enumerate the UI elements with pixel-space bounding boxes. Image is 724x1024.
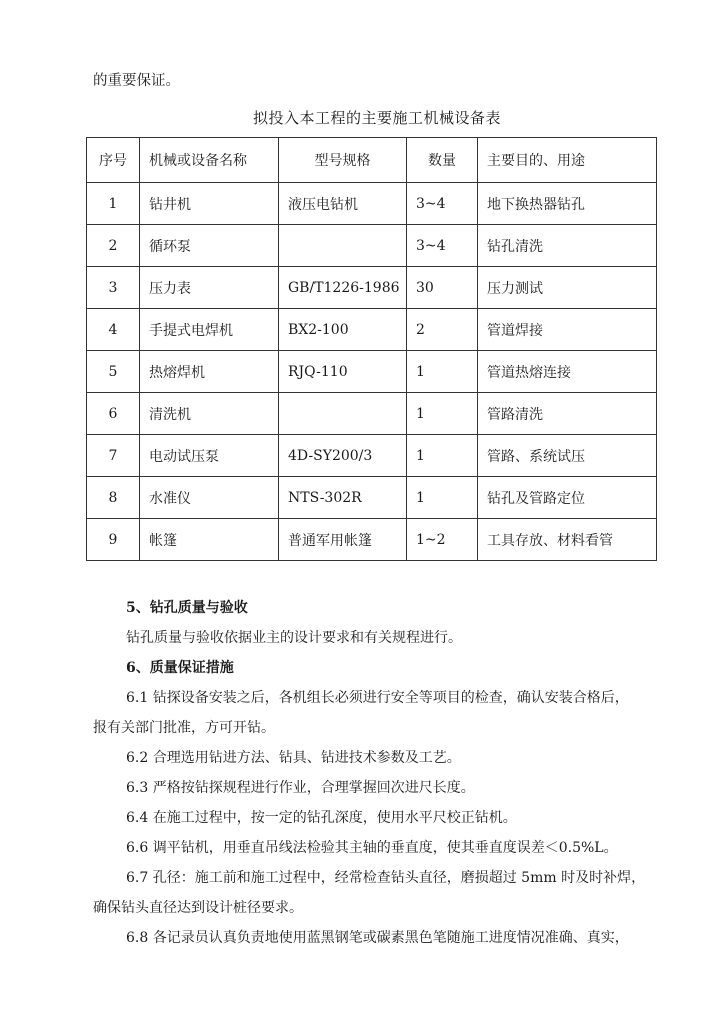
table-row (87, 267, 657, 309)
cell-model: NTS-302R (279, 477, 407, 519)
cell-name: 循环泵 (140, 225, 279, 267)
cell-name: 水准仪 (140, 477, 279, 519)
table-row (87, 519, 657, 561)
header-index: 序号 (87, 138, 140, 183)
cell-purpose: 管道热熔连接 (478, 351, 657, 393)
cell-purpose: 地下换热器钻孔 (478, 183, 657, 225)
table-row (87, 309, 657, 351)
paragraph-6-8: 6.8 各记录员认真负责地使用蓝黑钢笔或碳素黑色笔随施工进度情况准确、真实， (126, 930, 629, 946)
body-text (93, 593, 653, 953)
equipment-table (86, 137, 657, 561)
cell-name: 清洗机 (140, 393, 279, 435)
cell-purpose: 工具存放、材料看管 (478, 519, 657, 561)
cell-index: 1 (87, 183, 140, 225)
cell-name: 热熔焊机 (140, 351, 279, 393)
header-equipment-name: 机械或设备名称 (140, 138, 279, 183)
section-5-heading: 5、钻孔质量与验收 (126, 600, 248, 616)
paragraph-6-4: 6.4 在施工过程中，按一定的钻孔深度，使用水平尺校正钻机。 (126, 810, 517, 826)
cell-quantity: 2 (407, 309, 478, 351)
cell-name: 钻井机 (140, 183, 279, 225)
header-model: 型号规格 (279, 138, 407, 183)
table-row (87, 351, 657, 393)
section-5-text: 钻孔质量与验收依据业主的设计要求和有关规程进行。 (126, 630, 462, 646)
paragraph-6-7: 6.7 孔径：施工前和施工过程中，经常检查钻头直径，磨损超过 5mm 时及时补焊， (126, 870, 646, 886)
cell-purpose: 压力测试 (478, 267, 657, 309)
cell-quantity: 1 (407, 477, 478, 519)
cell-quantity: 1 (407, 393, 478, 435)
cell-quantity: 3~4 (407, 183, 478, 225)
table-row (87, 477, 657, 519)
cell-purpose: 管路清洗 (478, 393, 657, 435)
cell-model: GB/T1226-1986 (279, 267, 407, 309)
paragraph-6-2: 6.2 合理选用钻进方法、钻具、钻进技术参数及工艺。 (126, 750, 461, 766)
cell-quantity: 1 (407, 435, 478, 477)
cell-model: 4D-SY200/3 (279, 435, 407, 477)
cell-quantity: 1~2 (407, 519, 478, 561)
cell-purpose: 钻孔清洗 (478, 225, 657, 267)
cell-model: 液压电钻机 (279, 183, 407, 225)
cell-quantity: 3~4 (407, 225, 478, 267)
cell-index: 7 (87, 435, 140, 477)
cell-quantity: 30 (407, 267, 478, 309)
paragraph-6-7-cont: 确保钻头直径达到设计桩径要求。 (93, 900, 303, 916)
table-title: 拟投入本工程的主要施工机械设备表 (252, 109, 501, 127)
cell-index: 4 (87, 309, 140, 351)
cell-index: 2 (87, 225, 140, 267)
cell-index: 9 (87, 519, 140, 561)
cell-model: RJQ-110 (279, 351, 407, 393)
paragraph-6-1: 6.1 钻探设备安装之后，各机组长必须进行安全等项目的检查，确认安装合格后， (126, 690, 629, 706)
cell-purpose: 管路、系统试压 (478, 435, 657, 477)
cell-model: BX2-100 (279, 309, 407, 351)
cell-name: 帐篷 (140, 519, 279, 561)
cell-purpose: 管道焊接 (478, 309, 657, 351)
cell-model (279, 393, 407, 435)
table-row (87, 225, 657, 267)
cell-name: 电动试压泵 (140, 435, 279, 477)
cell-index: 6 (87, 393, 140, 435)
cell-index: 5 (87, 351, 140, 393)
header-quantity: 数量 (407, 138, 478, 183)
paragraph-6-6: 6.6 调平钻机，用垂直吊线法检验其主轴的垂直度，使其垂直度误差＜0.5%L。 (126, 840, 618, 856)
cell-model (279, 225, 407, 267)
paragraph-6-3: 6.3 严格按钻探规程进行作业，合理掌握回次进尺长度。 (126, 780, 475, 796)
continued-paragraph-end: 的重要保证。 (93, 73, 180, 89)
cell-name: 手提式电焊机 (140, 309, 279, 351)
cell-model: 普通军用帐篷 (279, 519, 407, 561)
cell-index: 8 (87, 477, 140, 519)
paragraph-6-1-cont: 报有关部门批准，方可开钻。 (93, 720, 275, 736)
cell-index: 3 (87, 267, 140, 309)
cell-purpose: 钻孔及管路定位 (478, 477, 657, 519)
cell-quantity: 1 (407, 351, 478, 393)
table-row (87, 183, 657, 225)
section-6-heading: 6、质量保证措施 (126, 660, 234, 676)
table-row (87, 393, 657, 435)
table-header-row (87, 138, 657, 183)
table-row (87, 435, 657, 477)
header-purpose: 主要目的、用途 (478, 138, 657, 183)
cell-name: 压力表 (140, 267, 279, 309)
